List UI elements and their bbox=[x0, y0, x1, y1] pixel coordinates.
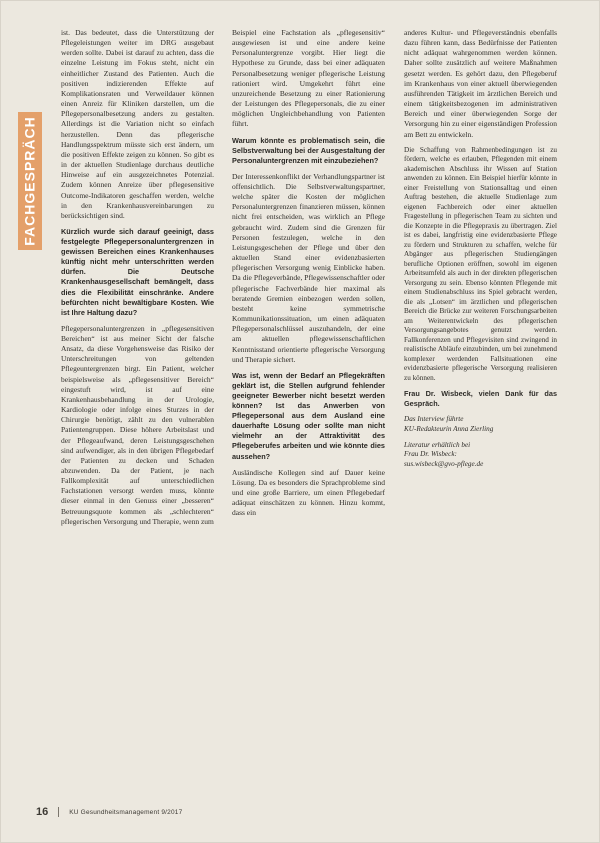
contact-email[interactable]: sus.wisbeck@gvo-pflege.de bbox=[404, 459, 484, 468]
magazine-issue: KU Gesundheitsmanagement 9/2017 bbox=[69, 808, 183, 816]
page-footer bbox=[36, 805, 556, 819]
article-column-3 bbox=[404, 28, 557, 469]
closing-thanks: Frau Dr. Wisbeck, vielen Dank für das Gespräch. bbox=[404, 389, 557, 409]
body-paragraph: Der Interessenkonflikt der Verhandlungspartner ist offensichtlich. Die Selbstverwaltungspartner, welche später die Kosten der möglichen Personaluntergrenzen finanzieren müssen, können nicht frei entscheiden, was wirklich an Pflege gebraucht wird. Zudem sind die Grenzen für Personen festzulegen, welche in den Leistungsgeschehen der Pflege und über den aktuellen Stand einer evidenzbasierten pflegerischen Versorgung wenig Einblicke haben. Da die Pflegeverbände, Pflegewissenschaftler oder pflegerische Fachverbände hier maximal als beratende Gremien einbezogen werden sollen, besteht keine symmetrische Kommunikationssituation, um einen adäquaten Pflegepersonalschlüssel auszuhandeln, der eine am aktuellen pflegewissenschaftlichen Kenntnisstand orientierte pflegerische Versorgung und Therapie sichert. bbox=[232, 171, 385, 364]
footer-divider bbox=[58, 807, 59, 817]
article-column-1 bbox=[61, 28, 214, 527]
body-paragraph: Pflegepersonaluntergrenzen in „pflegesensitiven Bereichen“ ist aus meiner Sicht der falsche Ansatz, da diese Vorgehensweise das Risiko der Unterschreitungen von geltenden Pflegeuntergrenzen birgt. Ein Patient, welcher beispielsweise als „pflegesensitiver Bereich“ eingestuft wird, ist auf eine Krankenhausbehandlung in der Urologie, Kardiologie oder infolge eines Sturzes in der Chirurgie benötigt, zählt zu den vulnerablen Patientengruppen. Diese höhere Arbeitslast und der Pflegeaufwand, deren Leistungsgeschehen sind aufwendiger, als in den übrigen Pflegebedarf der Patienten zu decken und Schaden abzuwenden. Da der Patient, je nach Fallkomplexität auf unterschiedlichen Fachstationen versorgt werden muss, könnte dieser einmal in den Genuss einer „besseren“ Betreuungsquote kommen als „schlechteren“ pflegerischen Versorgung und Therapie, wenn zum bbox=[61, 323, 214, 526]
interview-question: Kürzlich wurde sich darauf geeinigt, dass festgelegte Pflegepersonaluntergrenzen in gewissen Bereichen eines Krankenhauses künftig nicht mehr unterschritten werden dürfen. Die Deutsche Krankenhausgesellschaft bemängelt, dass dies die Flexibilität einschränke. Andere befürchten nicht bewältigbare Kosten. Wie ist Ihre Haltung dazu? bbox=[61, 226, 214, 317]
section-tab bbox=[18, 112, 42, 250]
literature-line: Frau Dr. Wisbeck: bbox=[404, 450, 457, 459]
body-paragraph: Beispiel eine Fachstation als „pflegesensitiv“ ausgewiesen ist und eine andere keine Personaluntergrenze vorgibt. Hier liegt die Hypothese zu Grunde, dass bei einer adäquaten Personalbesetzung weniger pflegerische Leistung rationiert wird. Umgekehrt führt eine unzureichende Besetzung zu einer Rationierung der Leistungen des Pflegepersonals, die zu einer möglichen Ungleichbehandlung von Patienten führt. bbox=[232, 28, 385, 129]
section-tab-label: FACHGESPRÄCH bbox=[22, 116, 38, 246]
interviewer-credit bbox=[404, 415, 557, 434]
body-paragraph: anderes Kultur- und Pflegeverständnis ebenfalls dazu führen kann, dass Bedürfnisse der Patienten nicht adäquat wahrgenommen werden können. Daher sollte zusätzlich auf weitere Maßnahmen gesetzt werden. Es gehört dazu, den Pflegeberuf im Krankenhaus von einer aktuell überwiegenden ausführenden Tätigkeit im ärztlichen Bereich und einem tätigkeitsbezogenen im administrativen Bereich und einer überwiegenden Sorge der Versorgung hin zu einer eigenständigen Profession am Bett zu entwickeln. bbox=[404, 28, 557, 139]
interview-question: Was ist, wenn der Bedarf an Pflegekräften geklärt ist, die Stellen aufgrund fehlender geeigneter Bewerber nicht besetzt werden können? Ist das Anwerben von Pflegepersonal aus dem Ausland eine dauerhafte Lösung oder sollte man nicht vielmehr an der Attraktivität des Pflegeberufes arbeiten und wie könnte dies aussehen? bbox=[232, 370, 385, 461]
interview-question: Warum könnte es problematisch sein, die Selbstverwaltung bei der Ausgestaltung der Personaluntergrenzen mit einzubeziehen? bbox=[232, 135, 385, 165]
credit-line: KU-Redakteurin Anna Zierling bbox=[404, 425, 494, 433]
body-paragraph: Die Schaffung von Rahmenbedingungen ist zu fördern, welche es erlauben, Pflegenden mit einem akademischen Abschluss ihr Wissen auf Station anwenden zu können. Ein Beispiel hierfür könnte in einer Freistellung von Stationsalltag und einen Auftrag bestehen, die aktuelle Studienlage zum eigenen Fachbereich oder einer aktuellen Fragestellung in pflegerischen Team zu sichten und die Konzepte in die Pflegepraxis zu übertragen. Ziel ist es dabei, langfristig eine evidenzbasierte Pflege zu fördern und Strukturen zu schaffen, welche für Abgänger aus pflegerischen Studiengängen berufliche Optionen eröffnen, sowohl im eigenen Arbeitsumfeld als auch in der direkten pflegerischen Versorgung zu sein. Ebenso könnten Pflegende mit einem Studienabschluss ins Spiel gebracht werden, die als „Lotsen“ im ärztlichen und pflegerischen Bereich die Brücke zur weiteren Forschungsarbeiten am Weiterentwickeln des pflegerischen Versorgungsangebotes genutzt werden. Fallkonferenzen und Pflegevisiten sind zwingend in realistische Abläufe einzubinden, um bei zunehmend komplexer werdenden Fallsituationen eine evidenzbasierte pflegerische Versorgung realisieren zu können. bbox=[404, 145, 557, 382]
article-column-2 bbox=[232, 28, 385, 518]
literature-note bbox=[404, 441, 557, 470]
page-number: 16 bbox=[36, 806, 49, 818]
body-paragraph: ist. Das bedeutet, dass die Unterstützung der Pflegeleistungen weiter im DRG ausgebaut werden sollte. Dabei ist darauf zu achten, dass die einzelne Leistung im Fokus steht, nicht ein einheitlicher Zustand des Patienten. Auch die positiven indizierenden Effekte auf Komplikationsraten und Verweildauer können einen Anreiz für Kliniken darstellen, um die Pflegepersonalbesetzung anders zu gestalten. Allerdings ist die Variation nicht so einfach herzustellen. Denn das pflegerische Handlungsspektrum müsste sich erst ändern, um die positiven Effekte zeigen zu können. So gibt es in der aktuellen Studienlage durchaus deutliche Hinweise auf ein ausgezeichnetes Potenzial. Zudem können Anreize über pflegesensitive Outcome-Indikatoren geschaffen werden, welche in den Krankenhausvereinbarungen zu berücksichtigen sind. bbox=[61, 28, 214, 220]
credit-line: Das Interview führte bbox=[404, 415, 464, 424]
body-paragraph: Ausländische Kollegen sind auf Dauer keine Lösung. Da es besonders die Sprachprobleme sind und eine große Barriere, um einen Pflegebedarf adäquat einschätzen zu können. Hinzu kommt, dass ein bbox=[232, 467, 385, 518]
literature-line: Literatur erhältlich bei bbox=[404, 440, 471, 449]
